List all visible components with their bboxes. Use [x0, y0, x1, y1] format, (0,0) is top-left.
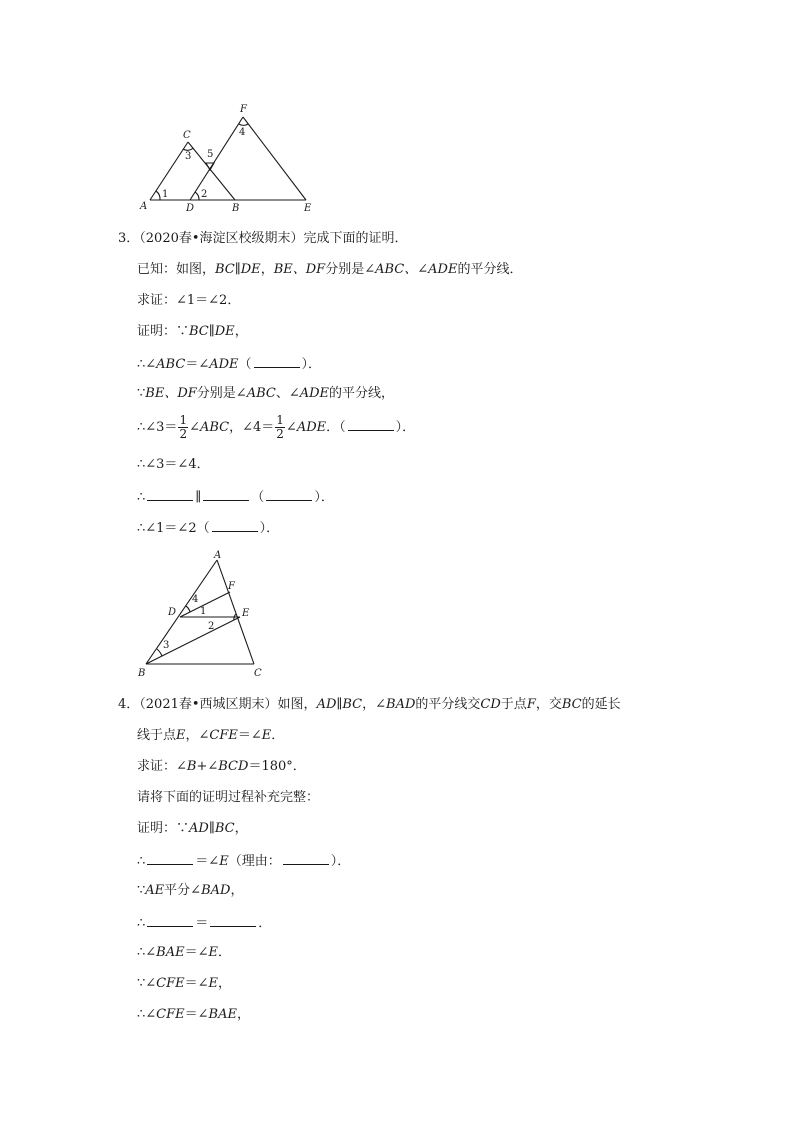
angle-label-2: 2 [201, 189, 208, 200]
label-d: D [186, 203, 195, 214]
problem-4-step-4: ∴∠BAE＝∠E． [137, 945, 232, 960]
problem-3-given: 已知：如图，BC∥DE，BE、DF分别是∠ABC、∠ADE的平分线． [137, 262, 523, 277]
label-c: C [254, 668, 262, 679]
problem-3-header [118, 231, 408, 247]
problem-4-number: 4． [118, 697, 140, 712]
label-a: A [140, 201, 148, 212]
label-f: F [240, 104, 247, 115]
angle-arc-3 [183, 148, 193, 150]
answer-blank[interactable] [147, 488, 193, 501]
answer-blank[interactable] [203, 488, 249, 501]
problem-3-step-5: ∴ ∥ （ ）． [137, 490, 334, 505]
angle-label-3: 3 [163, 640, 170, 651]
angle-arc-1 [156, 191, 160, 200]
answer-blank[interactable] [266, 488, 312, 501]
answer-blank[interactable] [283, 852, 329, 865]
angle-label-5: 5 [207, 149, 214, 160]
angle-label-1: 1 [162, 189, 169, 200]
answer-blank[interactable] [212, 519, 258, 532]
fraction-half: $\frac{1}{2}$ [276, 413, 284, 441]
problem-3-step-4: ∴∠3＝∠4． [137, 457, 210, 472]
line-ac [150, 142, 188, 200]
problem-4-step-2: ∵AE平分∠BAD， [137, 883, 244, 898]
figure-1 [138, 100, 328, 215]
answer-blank[interactable] [147, 852, 193, 865]
line-df [190, 117, 246, 200]
answer-blank[interactable] [210, 914, 256, 927]
problem-4-step-5: ∵∠CFE＝∠E， [137, 976, 232, 991]
angle-arc-4 [239, 124, 248, 125]
problem-3-proof-intro: 证明：∵BC∥DE， [137, 324, 248, 339]
label-e: E [304, 203, 312, 214]
angle-label-3: 3 [185, 151, 192, 162]
line-fe [243, 117, 306, 200]
angle-arc-2 [195, 192, 199, 200]
problem-4-step-3: ∴ ＝ ． [137, 916, 272, 931]
answer-blank[interactable] [254, 355, 300, 368]
problem-4-step-6: ∴∠CFE＝∠BAE， [137, 1007, 250, 1022]
problem-4-source: （2021春•西城区期末） [139, 697, 278, 712]
angle-label-1: 1 [200, 606, 207, 617]
problem-4-header: 4．（2021春•西城区期末）如图，AD∥BC，∠BAD的平分线交CD于点F，交BC的延长 [118, 697, 621, 712]
label-d: D [168, 607, 177, 618]
problem-4-prove: 求证：∠B+∠BCD＝180°． [137, 759, 306, 774]
problem-4-instruction: 请将下面的证明过程补充完整： [137, 790, 320, 805]
angle-label-4: 4 [192, 594, 199, 605]
problem-4-proof-intro: 证明：∵AD∥BC， [137, 821, 248, 836]
label-f: F [228, 581, 235, 592]
answer-blank[interactable] [348, 418, 394, 431]
angle-label-4: 4 [239, 127, 246, 138]
label-e: E [242, 608, 250, 619]
fraction-half: $\frac{1}{2}$ [179, 413, 188, 441]
label-b: B [232, 203, 240, 214]
problem-3-step-2: ∵BE、DF分别是∠ABC、∠ADE的平分线， [137, 386, 395, 401]
answer-blank[interactable] [147, 914, 193, 927]
label-a: A [214, 550, 222, 561]
problem-3-number: 3． [118, 231, 140, 246]
label-c: C [183, 130, 191, 141]
angle-arc-3 [157, 649, 162, 656]
problem-3-task: 完成下面的证明． [303, 231, 408, 246]
problem-4-step-1: ∴ ＝∠E（理由： ）． [137, 854, 351, 869]
angle-arc-4 [186, 606, 190, 612]
angle-label-2: 2 [208, 621, 215, 632]
figure-2 [138, 548, 278, 680]
problem-4-line-2: 线于点E，∠CFE＝∠E． [137, 728, 285, 743]
label-b: B [138, 668, 146, 679]
problem-3-source: （2020春•海淀区校级期末） [139, 231, 304, 246]
problem-3-step-1: ∴∠ABC＝∠ADE（ ）． [137, 357, 322, 372]
problem-3-prove: 求证：∠1＝∠2． [137, 293, 241, 308]
problem-3-step-3: ∴∠3＝ $\frac{1}{2}$ ∠ABC，∠4＝ $\frac{1}{2}$ ∠ADE．（ ）． [137, 413, 416, 441]
problem-3-step-6: ∴∠1＝∠2（ ）． [137, 521, 280, 536]
line-be [146, 617, 240, 664]
